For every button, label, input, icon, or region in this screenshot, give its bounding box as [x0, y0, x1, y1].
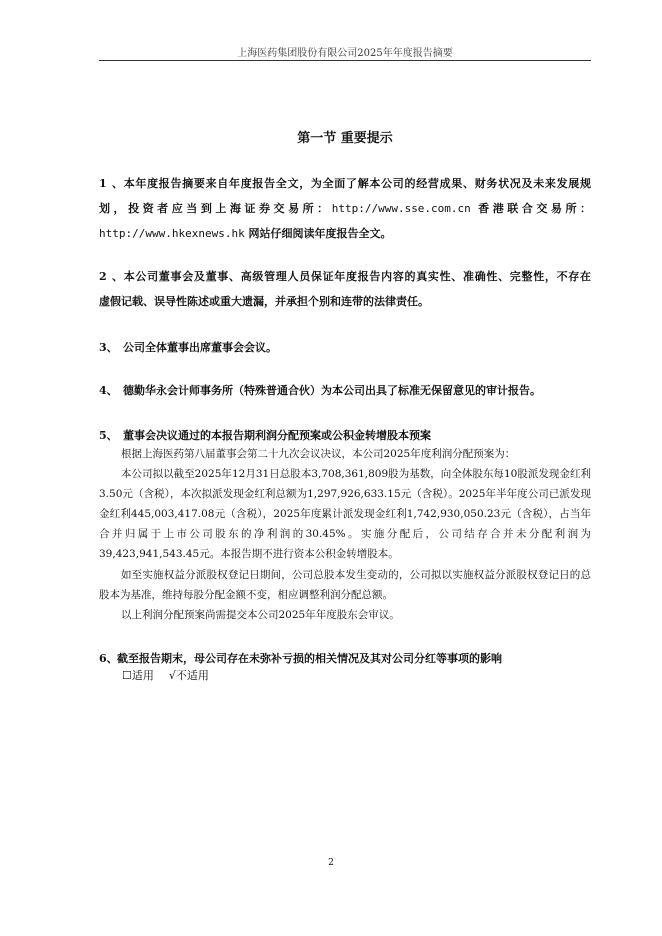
- header-divider: [99, 60, 591, 61]
- item-1-line-3: [99, 225, 591, 247]
- item-4: [99, 382, 591, 398]
- item-2-text-1: 本公司董事会及董事、高级管理人员保证年度报告内容的真实性、准确性、完整性，不存在: [123, 270, 591, 283]
- item-4-text: 德勤华永会计师事务所（特殊普通合伙）为本公司出具了标准无保留意见的审计报告。: [123, 384, 541, 397]
- item-1-text-1: 本年度报告摘要来自年度报告全文，为全面了解本公司的经营成果、财务状况及未来发展规: [123, 177, 591, 190]
- item-6-text: 截至报告期末，母公司存在未弥补亏损的相关情况及其对公司分红等事项的影响: [117, 652, 502, 665]
- applicability-options: [122, 667, 209, 683]
- paragraph-3: 如至实施权益分派股权登记日期间，公司总股本发生变动的，公司拟以实施权益分派股权登记日的总股本为基准，维持每股分配金额不变，相应调整利润分配总额。: [99, 569, 591, 601]
- item-1-number: 1、: [99, 177, 123, 190]
- section-title: 第一节 重要提示: [297, 131, 393, 146]
- applicable-checkbox[interactable]: ☐适用: [122, 669, 154, 682]
- item-5: [99, 427, 591, 443]
- hkex-link[interactable]: http://www.hkexnews.hk: [99, 227, 245, 240]
- not-applicable-checkbox[interactable]: √不适用: [168, 669, 209, 682]
- item-5-number: 5、: [99, 429, 118, 442]
- item-1-line-2: [99, 200, 591, 222]
- paragraph-2: 本公司拟以截至2025年12月31日总股本3,708,361,809股为基数，向全体股东每10股派发现金红利3.50元（含税），本次拟派发现金红利总额为1,297,926,633.15元（含税）。2025年半年度公司已派发现金红利445,003,417.08元（含税），2025年度累计派发现金红利1,742,930,050.23元（含税），占当年合并归属于上市公司股东的净利润的30.45%。实施分配后，公司结存合并未分配利润为39,423,941,543.45元。本报告期不进行资本公积金转增股本。: [99, 468, 591, 560]
- item-1-text-2a: 划，投资者应当到上海证券交易所：: [99, 202, 332, 215]
- item-6: [99, 650, 591, 666]
- page-header: 上海医药集团股份有限公司2025年年度报告摘要: [237, 48, 453, 59]
- item-3-number: 3、: [99, 341, 118, 354]
- page-number: 2: [328, 858, 334, 868]
- item-1-text-3b: 网站仔细阅读年度报告全文。: [244, 227, 392, 240]
- paragraph-1: 根据上海医药第八届董事会第二十九次会议决议，本公司2025年度利润分配预案为：: [121, 448, 516, 460]
- item-2-number: 2、: [99, 270, 123, 283]
- item-2-line-1: [99, 268, 591, 290]
- paragraph-4: 以上利润分配预案尚需提交本公司2025年年度股东会审议。: [121, 609, 400, 621]
- item-1-text-2c: 香港联合交易所：: [470, 202, 591, 215]
- item-3: [99, 339, 591, 355]
- item-3-text: 公司全体董事出席董事会会议。: [123, 341, 277, 354]
- item-4-number: 4、: [99, 384, 118, 397]
- sse-link[interactable]: http://www.sse.com.cn: [331, 202, 471, 215]
- item-2: [99, 268, 591, 315]
- item-5-text: 董事会决议通过的本报告期利润分配预案或公积金转增股本预案: [123, 429, 431, 442]
- item-1-line-1: [99, 175, 591, 197]
- item-6-number: 6、: [99, 652, 118, 665]
- item-2-line-2: 虚假记载、误导性陈述或重大遗漏，并承担个别和连带的法律责任。: [99, 295, 429, 308]
- item-1: [99, 175, 591, 247]
